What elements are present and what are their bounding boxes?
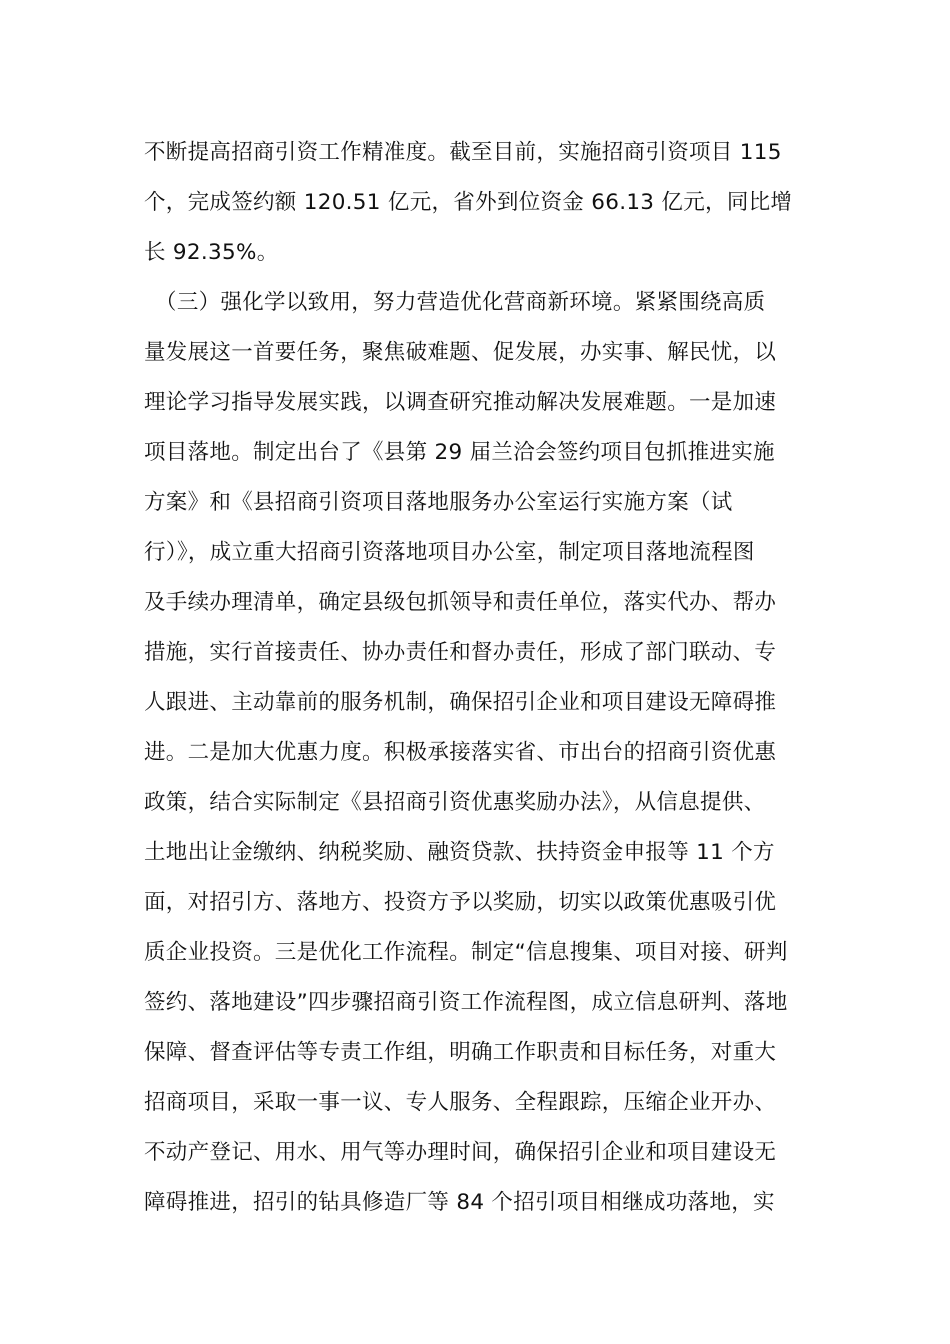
text-line-22: 障碍推进，招引的钻具修造厂等 84 个招引项目相继成功落地，实 — [144, 1190, 775, 1215]
text-line-16: 面，对招引方、落地方、投资方予以奖励，切实以政策优惠吸引优 — [144, 890, 777, 915]
text-line-10: 及手续办理清单，确定县级包抓领导和责任单位，落实代办、帮办 — [144, 590, 777, 615]
text-line-21: 不动产登记、用水、用气等办理时间，确保招引企业和项目建设无 — [144, 1140, 777, 1165]
text-line-12: 人跟进、主动靠前的服务机制，确保招引企业和项目建设无障碍推 — [144, 690, 777, 715]
text-line-20: 招商项目，采取一事一议、专人服务、全程跟踪，压缩企业开办、 — [144, 1090, 777, 1115]
text-line-11: 措施，实行首接责任、协办责任和督办责任，形成了部门联动、专 — [144, 640, 777, 665]
text-line-5: 量发展这一首要任务，聚焦破难题、促发展，办实事、解民忧，以 — [144, 340, 777, 365]
text-line-9: 行）》，成立重大招商引资落地项目办公室，制定项目落地流程图 — [144, 540, 755, 565]
text-line-3: 长 92.35%。 — [144, 240, 279, 265]
body-text — [144, 128, 808, 1228]
text-line-7: 项目落地。制定出台了《县第 29 届兰洽会签约项目包抓推进实施 — [144, 440, 775, 465]
text-line-18: 签约、落地建设”四步骤招商引资工作流程图，成立信息研判、落地 — [144, 990, 788, 1015]
text-line-6: 理论学习指导发展实践，以调查研究推动解决发展难题。一是加速 — [144, 390, 777, 415]
text-line-13: 进。二是加大优惠力度。积极承接落实省、市出台的招商引资优惠 — [144, 740, 777, 765]
text-line-19: 保障、督查评估等专责工作组，明确工作职责和目标任务，对重大 — [144, 1040, 777, 1065]
text-line-14: 政策，结合实际制定《县招商引资优惠奖励办法》，从信息提供、 — [144, 790, 766, 815]
text-line-17: 质企业投资。三是优化工作流程。制定“信息搜集、项目对接、研判 — [144, 940, 788, 965]
text-line-2: 个，完成签约额 120.51 亿元，省外到位资金 66.13 亿元，同比增 — [144, 190, 793, 215]
text-line-8: 方案》和《县招商引资项目落地服务办公室运行实施方案（试 — [144, 490, 733, 515]
text-line-15: 土地出让金缴纳、纳税奖励、融资贷款、扶持资金申报等 11 个方 — [144, 840, 775, 865]
text-line-4: （三）强化学以致用，努力营造优化营商新环境。紧紧围绕高质 — [144, 290, 766, 315]
text-line-1: 不断提高招商引资工作精准度。截至目前，实施招商引资项目 115 — [144, 140, 782, 165]
